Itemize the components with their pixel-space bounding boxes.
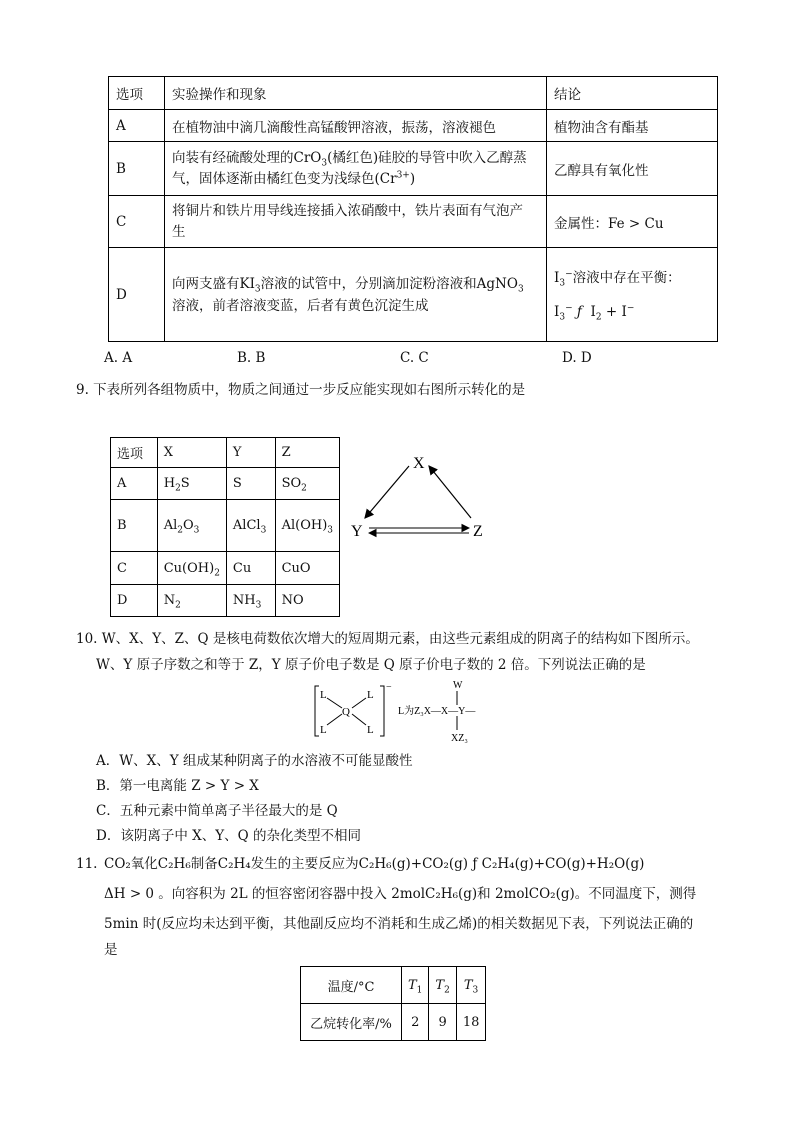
table-row	[109, 142, 718, 196]
q11-line4: 是	[104, 942, 118, 958]
q8-choice-d: D. D	[562, 350, 592, 366]
q8-header-option: 选项	[109, 77, 165, 110]
table-row: A $H_2S$ S $SO_2$	[111, 468, 340, 500]
q8-row-d-operation: 向两支盛有$KI_3$溶液的试管中，分别滴加淀粉溶液和AgNO$_3$ 溶液，前者溶液变蓝，后者有黄色沉淀生成	[165, 248, 547, 342]
q11-header-temp: 温度/°C	[301, 967, 402, 1004]
table-row: C $Cu(OH)_2$ Cu CuO	[111, 552, 340, 585]
q10-option-c: C．五种元素中简单离子半径最大的是 Q	[96, 803, 338, 819]
svg-text:L: L	[320, 689, 327, 701]
q10-option-d: D．该阴离子中 X、Y、Q 的杂化类型不相同	[96, 828, 361, 844]
q9-header-x: X	[157, 438, 226, 468]
equilibrium-equation: $I_3^-$ ƒ $I_2 + I^-$	[554, 303, 635, 323]
svg-text:Q: Q	[342, 706, 350, 718]
q9-header-z: Z	[275, 438, 339, 468]
q8-row-d-option: D	[109, 248, 165, 342]
q8-row-a-operation: 在植物油中滴几滴酸性高锰酸钾溶液，振荡，溶液褪色	[165, 110, 547, 142]
table-row	[109, 248, 718, 342]
svg-text:W: W	[453, 680, 463, 691]
q11-number: 11.	[76, 856, 98, 872]
q8-row-d-conclusion: $I_3^-$溶液中存在平衡： $I_3^-$ ƒ $I_2 + I^-$	[547, 248, 718, 342]
q11-line1: CO₂氧化C₂H₆制备C₂H₄发生的主要反应为C₂H₆(g)+CO₂(g) ƒ C₂H₄(g)+CO(g)+H₂O(g)	[104, 856, 645, 872]
q8-choice-c: C. C	[400, 350, 429, 366]
q9-stem: 9. 下表所列各组物质中，物质之间通过一步反应能实现如右图所示转化的是	[76, 382, 526, 398]
q8-row-b-operation: 向装有经硫酸处理的CrO$_3$(橘红色)硅胶的导管中吹入乙醇蒸 气，固体逐渐由橘红色变为浅绿色$(Cr^{3+})$	[165, 142, 547, 196]
q8-table	[108, 76, 718, 342]
svg-text:XZ₃: XZ₃	[451, 733, 468, 744]
q9-header-y: Y	[226, 438, 275, 468]
q8-row-b-conclusion: 乙醇具有氧化性	[547, 142, 718, 196]
table-row: B $Al_2O_3$ AlCl$_3$ $Al(OH)_3$	[111, 500, 340, 552]
q10-stem-line1: 10. W、X、Y、Z、Q 是核电荷数依次增大的短周期元素，由这些元素组成的阴离子的结构如下图所示。	[76, 631, 699, 647]
diagram-x-label: X	[413, 455, 425, 472]
arrow-z-to-x	[429, 466, 471, 518]
svg-text:L: L	[367, 724, 374, 736]
q8-row-c-operation: 将铜片和铁片用导线连接插入浓硝酸中，铁片表面有气泡产 生	[165, 196, 547, 248]
table-row: D $N_2$ $NH_3$ NO	[111, 585, 340, 617]
q11-line2: ΔH > 0 。向容积为 2L 的恒容密闭容器中投入 2molC₂H₆(g)和 2molCO₂(g)。不同温度下，测得	[104, 886, 697, 902]
q9-header-option: 选项	[111, 438, 158, 468]
table-row	[109, 110, 718, 142]
q8-row-a-conclusion: 植物油含有酯基	[547, 110, 718, 142]
xyz-triangle-diagram	[345, 450, 495, 545]
anion-structure-diagram	[312, 678, 502, 748]
diagram-z-label: Z	[473, 523, 483, 540]
q10-option-a: A．W、X、Y 组成某种阴离子的水溶液不可能显酸性	[96, 753, 413, 769]
table-row	[109, 196, 718, 248]
q11-line3: 5min 时(反应均未达到平衡，其他副反应均不消耗和生成乙烯)的相关数据见下表，下列说法正确的	[104, 916, 694, 932]
q8-choice-b: B. B	[237, 350, 266, 366]
svg-text:L: L	[320, 724, 327, 736]
q8-row-b-option: B	[109, 142, 165, 196]
q11-table: 温度/°C $T_1$ $T_2$ $T_3$ 乙烷转化率/% 2 9 18	[300, 966, 486, 1041]
q9-table	[110, 437, 340, 617]
q10-stem-line2: W、Y 原子序数之和等于 Z，Y 原子价电子数是 Q 原子价电子数的 2 倍。下列说法正确的是	[96, 657, 646, 673]
l-definition: L为Z₃X—X—Y—	[398, 706, 476, 717]
arrow-x-to-y	[365, 466, 409, 518]
q8-choice-a: A. A	[104, 350, 133, 366]
q8-row-c-conclusion: 金属性：Fe > Cu	[547, 196, 718, 248]
q8-row-c-option: C	[109, 196, 165, 248]
table-row: 乙烷转化率/% 2 9 18	[301, 1004, 486, 1041]
q8-header-operation: 实验操作和现象	[165, 77, 547, 110]
q8-row-a-option: A	[109, 110, 165, 142]
svg-text:−: −	[386, 682, 392, 693]
diagram-y-label: Y	[351, 523, 363, 540]
q10-option-b: B．第一电离能 Z > Y > X	[96, 778, 259, 794]
svg-text:L: L	[367, 689, 374, 701]
q8-header-conclusion: 结论	[547, 77, 718, 110]
